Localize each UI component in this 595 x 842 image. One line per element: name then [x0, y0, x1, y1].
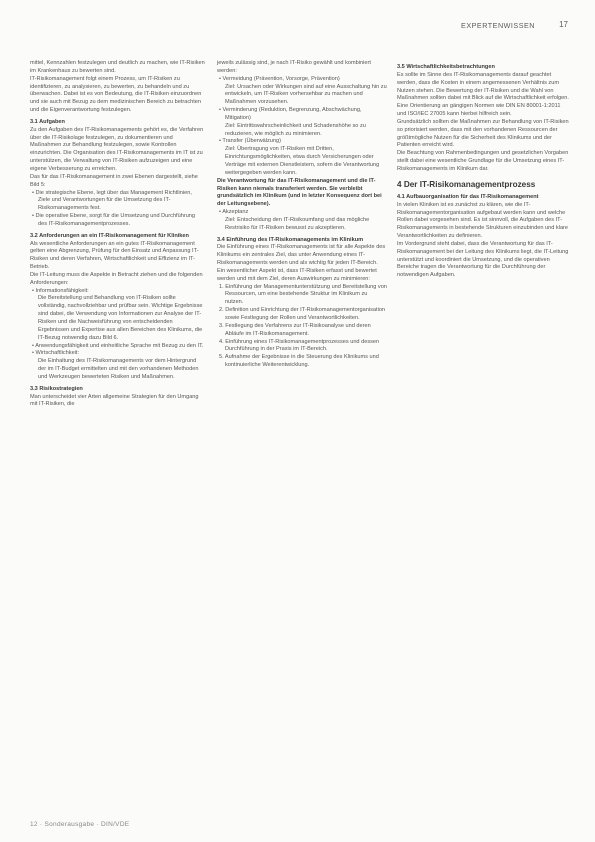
- page-footer: 12 · Sonderausgabe · DIN/VDE: [30, 821, 130, 828]
- list-item: 2. Definition und Einrichtung der IT-Risikomanagementorganisation sowie Festlegung der Rollen und Verantwortlichkeiten.: [219, 307, 386, 321]
- list-item: • Transfer (Überwälzung): [219, 138, 281, 145]
- section-heading: 3.3 Risikostrategien: [30, 385, 83, 392]
- paragraph: Ziel: Ursachen oder Wirkungen sind auf eine Ausschaltung hin zu entwickeln, um IT-Risiken vorhersehbar zu machen und Maßnahmen vorzusehen.: [225, 83, 387, 106]
- paragraph: Zu den Aufgaben des IT-Risikomanagements gehört es, die Verfahren über die IT-Risikolage festzulegen, zu dokumentieren und Maßnahmen zur Behandlung festzulegen, sowie Kontrollen einzurichten. Die Organisation des IT-Risikomanagements im IT ist zu unterstützen, die Verwaltung von IT-Risiken aufzuzeigen und eine eigene Verbesserung zu erreichen.: [30, 126, 204, 172]
- page-header: [0, 0, 595, 42]
- section-heading: 3.2 Anforderungen an ein IT-Risikomanagement für Kliniken: [30, 232, 189, 239]
- paragraph: Grundsätzlich sollten die Maßnahmen zur Behandlung von IT-Risiken so priorisiert werden, dass mit den vorhandenen Ressourcen der größtmögliche Nutzen für die Sicherheit des Klinikums und der Patienten erreicht wird.: [397, 118, 569, 149]
- section-heading: 3.1 Aufgaben: [30, 118, 65, 125]
- column-1: [30, 60, 205, 409]
- paragraph: Man unterscheidet vier Arten allgemeine Strategien für den Umgang mit IT-Risiken, die: [30, 393, 199, 408]
- paragraph: Ziel: Eintrittswahrscheinlichkeit und Schadenshöhe so zu reduzieren, wie möglich zu minimieren.: [225, 122, 366, 137]
- list-item: • Akzeptanz: [219, 209, 249, 216]
- section-heading: 3.4 Einführung des IT-Risikomanagements im Klinikum: [217, 236, 364, 243]
- paragraph: Ziel: Entscheidung den IT-Risikoumfang und das mögliche Restrisiko für IT-Risiken bewusst zu akzeptieren.: [225, 216, 370, 231]
- paragraph: In vielen Kliniken ist es zunächst zu klären, wie die IT-Risikomanagementorganisation aufgebaut werden kann und welche Rollen dabei vorgesehen sind. Es ist sinnvoll, die Aufgaben des IT-Risikomanagements in bestehende Strukturen einzubinden und klare Verantwortlichkeiten zu definieren.: [397, 201, 569, 240]
- paragraph: jeweils zulässig sind, je nach IT-Risiko gewählt und kombiniert werden:: [217, 60, 371, 74]
- list-item: • Die strategische Ebene, legt über das Management Richtlinien, Ziele und Verantwortungen für die Umsetzung des IT-Risikomanagements fest.: [32, 189, 192, 212]
- paragraph: Die IT-Leitung muss die Aspekte in Betracht ziehen und die folgenden Anforderungen:: [30, 271, 203, 286]
- paragraph: Die Beachtung von Rahmenbedingungen und gesetzlichen Vorgaben stellt dabei eine wesentliche Grundlage für die Umsetzung eines IT-Risikomanagements im Klinikum dar.: [397, 150, 569, 172]
- paragraph: Das für das IT-Risikomanagement in zwei Ebenen dargestellt, siehe Bild 5:: [30, 173, 198, 188]
- section-heading: 4 Der IT-Risikomanagementprozess: [397, 179, 536, 189]
- page-number: 17: [559, 20, 568, 29]
- section-heading: 3.5 Wirtschaftlichkeitsbetrachtungen: [397, 64, 495, 70]
- list-item: 1. Einführung der Managementunterstützung und Bereitstellung von Ressourcen, um eine bestehende Struktur im Klinikum zu nutzen.: [219, 283, 387, 306]
- list-item: • Wirtschaftlichkeit:: [32, 350, 80, 357]
- paragraph: Die Bereitstellung und Behandlung von IT-Risiken sollte vollständig, nachvollziehbar und prüfbar sein. Wichtige Ergebnisse sind dabei, die Verwendung von Informationen zur Analyse der IT-Risiken und die Nachweisführung von entscheidenden Ergebnissen und Expertise aus allen Bereichen des Klinikums, die IT-Bezug notwendig dazu Bild 6.: [38, 295, 203, 341]
- paragraph: Es sollte im Sinne des IT-Risikomanagements darauf geachtet werden, dass die Kosten in einem angemessenen Verhältnis zum Nutzen stehen. Die Bewertung der IT-Risiken und die Wahl von Maßnahmen sollten dabei mit Blick auf die Wirtschaftlichkeit erfolgen. Eine Orientierung an gängigen Normen wie DIN EN 80001-1:2011 und ISO/IEC 27005 kann hierbei hilfreich sein.: [397, 71, 569, 118]
- list-item: • Verminderung (Reduktion, Begrenzung, Abschwächung, Mitigation): [219, 107, 362, 121]
- paragraph: Im Vordergrund steht dabei, dass die Verantwortung für das IT-Risikomanagement bei der Leitung des Klinikums liegt, die IT-Leitung unterstützt und koordiniert die Umsetzung, und die operativen Bereiche tragen die Verantwortung für die Durchführung der notwendigen Aufgaben.: [397, 240, 569, 279]
- paragraph: IT-Risikomanagement folgt einem Prozess, um IT-Risiken zu identifizieren, zu analysieren, zu bewerten, zu behandeln und zu überwachen. Dabei ist es von Bedeutung, die IT-Risiken einzuordnen und sie auch mit Bezug zu dem medizinischen Bereich zu betrachten und die Eigenverantwortung festzulegen.: [30, 75, 202, 114]
- paragraph: Die Einhaltung des IT-Risikomanagements vor dem Hintergrund der im IT-Budget ermittelten und mit den vorhandenen Methoden und Werkzeugen bewerteten Risiken und Maßnahmen.: [38, 358, 199, 380]
- list-item: 4. Einführung eines IT-Risikomanagementprozesses und dessen Durchführung in der Praxis im IT-Bereich.: [219, 338, 380, 353]
- paragraph: Die Einführung eines IT-Risikomanagements ist für alle Aspekte des Klinikums ein zentrales Ziel, das unter Anwendung eines IT-Risikomanagements werden und als wichtig für jeden IT-Bereich. Ein wesentlicher Aspekt ist, dass IT-Risiken erfasst und bewertet werden und mit dem Ziel, deren Auswirkungen zu minimieren:: [217, 244, 386, 282]
- paragraph: Ziel: Übertragung von IT-Risiken mit Dritten, Einrichtungsmöglichkeiten, etwa durch Versicherungen oder Verträge mit externen Dienstleistern, sofern die Verantwortung weitergegeben werden kann.: [225, 146, 380, 176]
- section-heading: 4.1 Aufbauorganisation für das IT-Risikomanagement: [397, 193, 539, 200]
- list-item: • Anwendungsfähigkeit und einheitliche Sprache mit Bezug zu den IT.: [32, 342, 204, 349]
- column-3: [397, 60, 569, 280]
- list-item: 3. Festlegung des Verfahrens zur IT-Risikoanalyse und deren Abläufe im IT-Risikomanagement.: [219, 322, 371, 337]
- list-item: • Informationsfähigkeit:: [32, 287, 89, 294]
- paragraph: Die Verantwortung für das IT-Risikomanagement und die IT-Risiken kann niemals transferiert werden. Sie verbleibt grundsätzlich im Klinikum (und in letzter Konsequenz dort bei der Leitungsebene).: [217, 177, 382, 208]
- list-item: 5. Aufnahme der Ergebnisse in die Steuerung des Klinikums und kontinuierliche Weiterentwicklung.: [219, 354, 379, 369]
- list-item: • Vermeidung (Prävention, Vorsorge, Prävention): [219, 75, 340, 82]
- column-2: [217, 60, 387, 370]
- section-title: EXPERTENWISSEN: [461, 21, 535, 30]
- list-item: • Die operative Ebene, sorgt für die Umsetzung und Durchführung des IT-Risikomanagementprozesses.: [32, 213, 196, 227]
- paragraph: mittel, Kennzahlen festzulegen und deutlich zu machen, wie IT-Risiken im Krankenhaus zu bewerten sind.: [30, 60, 205, 74]
- paragraph: Als wesentliche Anforderungen an ein gutes IT-Risikomanagement gelten eine Abgrenzung, Prüfung für den Einsatz und Anpassung IT-Risiken und deren Verfahren, Wirtschaftlichkeit und Effizienz im IT-Betrieb.: [30, 240, 199, 271]
